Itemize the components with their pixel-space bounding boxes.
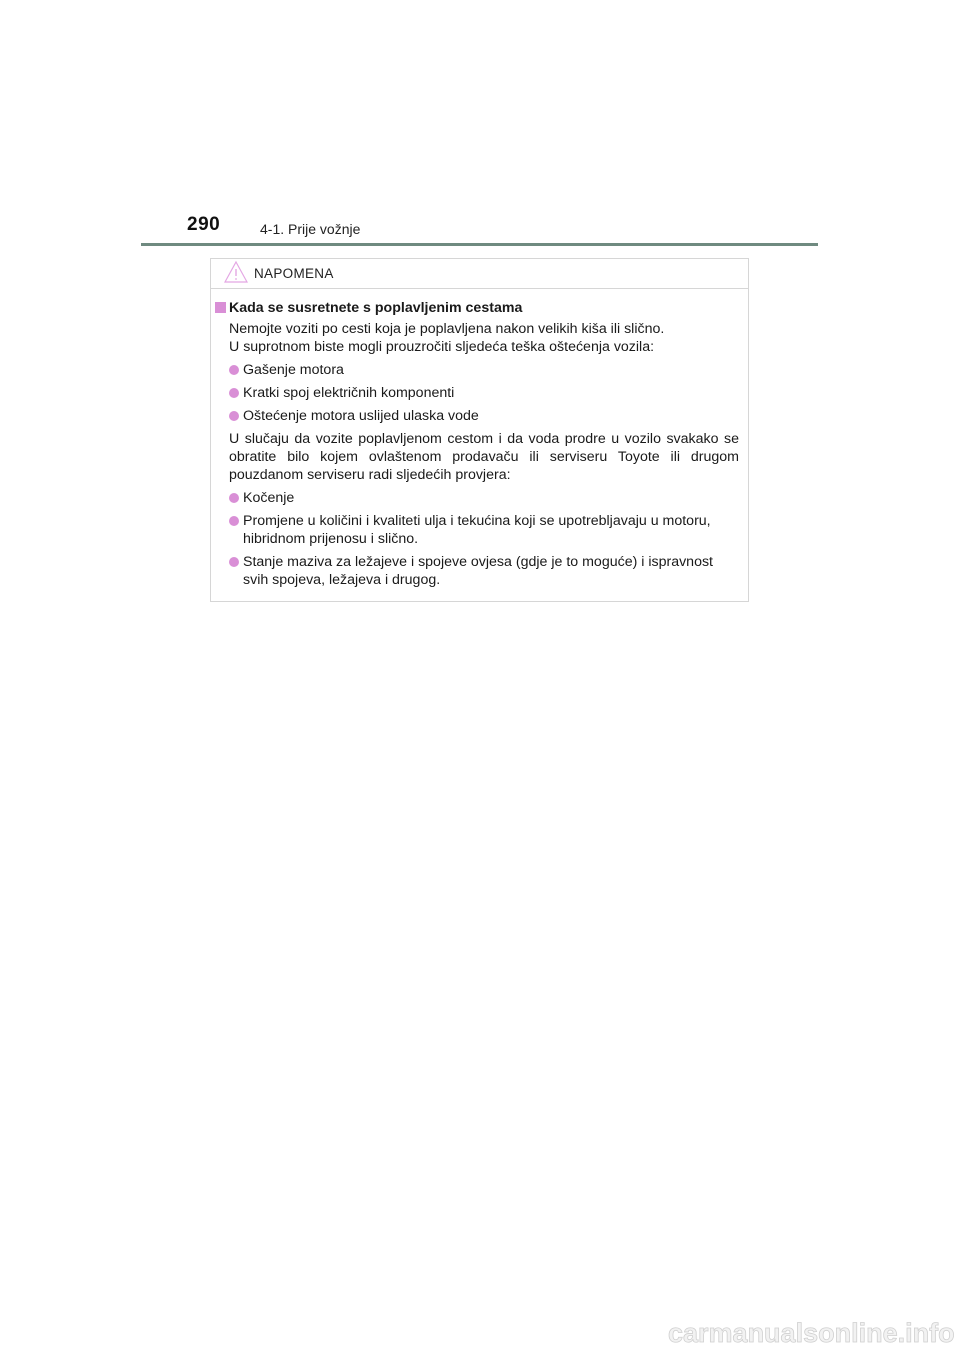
note-heading bbox=[211, 299, 750, 317]
list-item-text: Kratki spoj električnih komponenti bbox=[243, 385, 455, 401]
warning-triangle-icon bbox=[224, 260, 248, 284]
circle-bullet-icon bbox=[229, 557, 239, 567]
watermark-logo bbox=[660, 1300, 960, 1358]
list-item bbox=[229, 553, 741, 589]
list-item bbox=[229, 489, 741, 507]
list-item-text: Gašenje motora bbox=[243, 362, 344, 378]
note-body bbox=[211, 299, 750, 589]
list-item bbox=[229, 361, 741, 379]
note-header bbox=[211, 259, 748, 289]
list-item-text: Promjene u količini i kvaliteti ulja i tekućina koji se upotrebljavaju u motoru, hibridnom prijenosu i slično. bbox=[243, 513, 711, 547]
list-item-text: Kočenje bbox=[243, 490, 295, 506]
list-item bbox=[229, 384, 741, 402]
page-number: 290 bbox=[187, 214, 221, 235]
circle-bullet-icon bbox=[229, 516, 239, 526]
circle-bullet-icon bbox=[229, 365, 239, 375]
circle-bullet-icon bbox=[229, 411, 239, 421]
header-rule bbox=[141, 243, 818, 246]
intro-line-1: Nemojte voziti po cesti koja je poplavljena nakon velikih kiša ili slično. bbox=[229, 321, 665, 337]
watermark-text: carmanualsonline.info bbox=[668, 1318, 955, 1348]
list-item-text: Stanje maziva za ležajeve i spojeve ovjesa (gdje je to moguće) i ispravnost svih spojeva, ležajeva i drugog. bbox=[243, 554, 714, 588]
list-item bbox=[229, 512, 741, 548]
list-item bbox=[229, 407, 741, 425]
square-bullet-icon bbox=[215, 302, 226, 313]
advice-paragraph: U slučaju da vozite poplavljenom cestom i da voda prodre u vozilo svakako se obratite bilo kojem ovlaštenom prodavaču ili serviseru Toyote ili drugom pouzdanom serviseru radi sljedećih provjera: bbox=[229, 431, 739, 483]
section-title: 4-1. Prije vožnje bbox=[260, 221, 361, 237]
intro-line-2: U suprotnom biste mogli prouzročiti sljedeća teška oštećenja vozila: bbox=[229, 339, 655, 355]
circle-bullet-icon bbox=[229, 493, 239, 503]
note-label: NAPOMENA bbox=[254, 266, 334, 281]
intro-paragraph bbox=[229, 320, 739, 356]
list-item-text: Oštećenje motora uslijed ulaska vode bbox=[243, 408, 479, 424]
note-box bbox=[210, 258, 749, 602]
circle-bullet-icon bbox=[229, 388, 239, 398]
note-heading-text: Kada se susretnete s poplavljenim cestama bbox=[229, 300, 523, 316]
